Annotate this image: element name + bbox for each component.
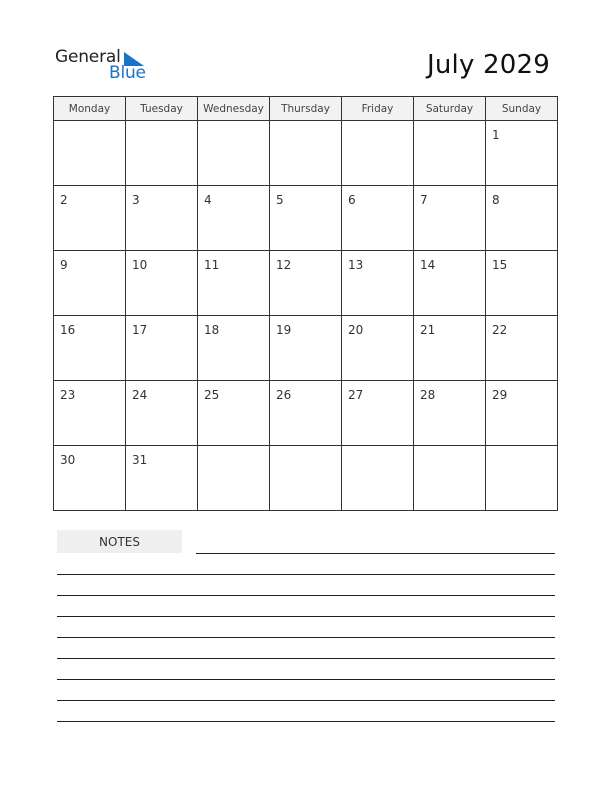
day-number: 30: [60, 453, 76, 467]
day-number: 24: [132, 388, 148, 402]
day-cell: [342, 381, 414, 446]
notes-line: [57, 679, 555, 680]
day-cell: [270, 251, 342, 316]
day-cell: [342, 121, 414, 186]
day-cell: [198, 316, 270, 381]
notes-line: [57, 637, 555, 638]
day-cell: [486, 316, 558, 381]
notes-line: [57, 721, 555, 722]
weekday-header: Thursday: [270, 97, 342, 121]
day-cell: [126, 186, 198, 251]
day-cell: [342, 316, 414, 381]
day-cell: [270, 381, 342, 446]
day-cell: [342, 446, 414, 511]
day-cell: [198, 381, 270, 446]
week-row: [54, 446, 558, 511]
day-cell: [54, 381, 126, 446]
day-cell: [270, 446, 342, 511]
day-number: 7: [420, 193, 428, 207]
notes-line: [57, 574, 555, 575]
day-number: 25: [204, 388, 220, 402]
logo-text-blue: Blue: [109, 63, 146, 83]
week-row: [54, 186, 558, 251]
day-cell: [270, 121, 342, 186]
week-row: [54, 121, 558, 186]
logo: [55, 47, 165, 87]
day-cell: [270, 186, 342, 251]
day-cell: [126, 251, 198, 316]
weekday-header-row: [54, 97, 558, 121]
day-cell: [414, 186, 486, 251]
day-number: 3: [132, 193, 140, 207]
day-cell: [414, 316, 486, 381]
day-number: 17: [132, 323, 148, 337]
day-number: 5: [276, 193, 284, 207]
day-cell: [54, 121, 126, 186]
day-cell: [54, 186, 126, 251]
day-cell: [198, 121, 270, 186]
day-number: 9: [60, 258, 68, 272]
day-cell: [54, 251, 126, 316]
logo-text-general: General: [55, 47, 121, 67]
day-cell: [342, 251, 414, 316]
day-number: 2: [60, 193, 68, 207]
day-cell: [486, 446, 558, 511]
day-number: 27: [348, 388, 364, 402]
day-number: 6: [348, 193, 356, 207]
day-number: 8: [492, 193, 500, 207]
day-number: 18: [204, 323, 220, 337]
week-row: [54, 316, 558, 381]
weekday-header: Monday: [54, 97, 126, 121]
day-cell: [126, 121, 198, 186]
day-number: 11: [204, 258, 220, 272]
day-number: 1: [492, 128, 500, 142]
day-number: 14: [420, 258, 436, 272]
day-number: 12: [276, 258, 292, 272]
day-number: 15: [492, 258, 508, 272]
day-number: 21: [420, 323, 436, 337]
day-number: 23: [60, 388, 76, 402]
day-cell: [486, 381, 558, 446]
notes-line: [57, 700, 555, 701]
day-number: 16: [60, 323, 76, 337]
day-number: 20: [348, 323, 364, 337]
weekday-header: Wednesday: [198, 97, 270, 121]
day-number: 19: [276, 323, 292, 337]
notes-line: [57, 658, 555, 659]
notes-line: [57, 595, 555, 596]
day-cell: [414, 381, 486, 446]
day-cell: [198, 186, 270, 251]
day-cell: [126, 316, 198, 381]
day-cell: [486, 251, 558, 316]
day-cell: [414, 121, 486, 186]
weekday-header: Friday: [342, 97, 414, 121]
day-cell: [198, 446, 270, 511]
weekday-header: Sunday: [486, 97, 558, 121]
week-row: [54, 251, 558, 316]
day-cell: [54, 446, 126, 511]
day-number: 29: [492, 388, 508, 402]
day-number: 10: [132, 258, 148, 272]
day-cell: [126, 381, 198, 446]
day-cell: [486, 121, 558, 186]
day-cell: [126, 446, 198, 511]
weekday-header: Tuesday: [126, 97, 198, 121]
day-cell: [54, 316, 126, 381]
page-title: July 2029: [427, 50, 550, 80]
calendar-grid: [53, 96, 558, 511]
day-number: 31: [132, 453, 148, 467]
day-cell: [414, 251, 486, 316]
day-cell: [486, 186, 558, 251]
notes-line: [57, 616, 555, 617]
day-number: 13: [348, 258, 364, 272]
day-number: 22: [492, 323, 508, 337]
notes-line: [196, 553, 555, 554]
day-number: 26: [276, 388, 292, 402]
day-cell: [270, 316, 342, 381]
day-cell: [342, 186, 414, 251]
day-cell: [198, 251, 270, 316]
notes-label: NOTES: [57, 530, 182, 553]
day-number: 4: [204, 193, 212, 207]
week-row: [54, 381, 558, 446]
weekday-header: Saturday: [414, 97, 486, 121]
day-number: 28: [420, 388, 436, 402]
day-cell: [414, 446, 486, 511]
